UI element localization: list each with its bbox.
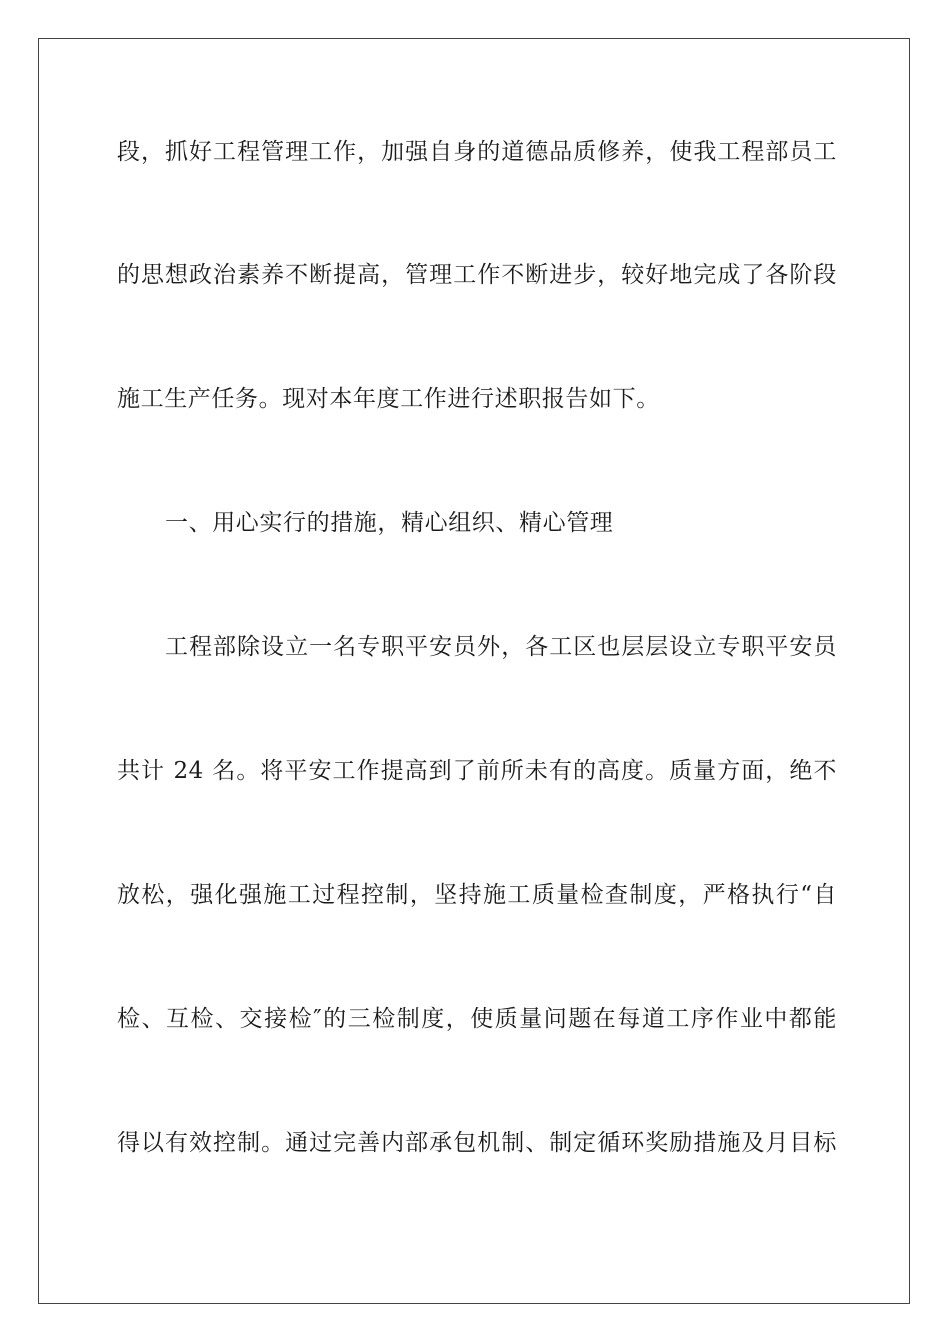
body-text-line: 段，抓好工程管理工作，加强自身的道德品质修养，使我工程部员工	[117, 139, 837, 165]
body-text-line: 施工生产任务。现对本年度工作进行述职报告如下。	[117, 386, 660, 412]
body-text-line: 放松，强化强施工过程控制，坚持施工质量检查制度，严格执行“自	[117, 882, 837, 908]
body-text-line: 工程部除设立一名专职平安员外，各工区也层层设立专职平安员	[165, 634, 837, 660]
page-border	[38, 38, 910, 1304]
body-text-line: 共计 24 名。将平安工作提高到了前所未有的高度。质量方面，绝不	[117, 758, 837, 784]
body-text-line: 的思想政治素养不断提高，管理工作不断进步，较好地完成了各阶段	[117, 262, 837, 288]
body-text-line: 得以有效控制。通过完善内部承包机制、制定循环奖励措施及月目标	[117, 1130, 837, 1156]
section-heading: 一、用心实行的措施，精心组织、精心管理	[165, 510, 614, 536]
body-text-line: 检、互检、交接检″的三检制度，使质量问题在每道工序作业中都能	[117, 1006, 837, 1032]
